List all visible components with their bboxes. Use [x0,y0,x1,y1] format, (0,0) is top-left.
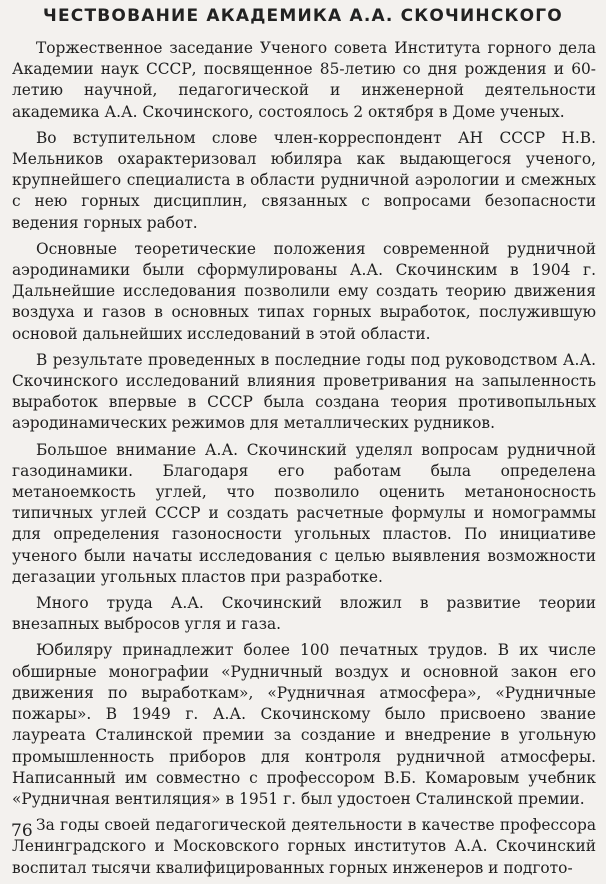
paragraph: Много труда А.А. Скочинский вложил в развитие теории внезапных выбросов угля и газа. [12,594,596,634]
article-body [12,38,596,884]
paragraph: Во вступительном слове член-корреспондент АН СССР Н.В. Мельников охарактеризовал юбиляра как выдающегося ученого, крупнейшего специалиста в области рудничной аэрологии и смежных с нею горных дисциплин, связанных с вопросами безопасности ведения горных работ. [12,128,596,232]
page-number: 76 [11,821,33,841]
paragraph: Юбиляру принадлежит более 100 печатных трудов. В их числе обширные монографии «Рудничный воздух и основной закон его движения по выработкам», «Рудничная атмосфера», «Рудничные пожары». В 1949 г. А.А. Скочинскому было присвоено звание лауреата Сталинской премии за создание и внедрение в угольную промышленность приборов для контроля рудничной атмосферы. Написанный им совместно с профессором В.Б. Комаровым учебник «Рудничная вентиляция» в 1951 г. был удостоен Сталинской премии. [12,641,596,808]
article-title: ЧЕСТВОВАНИЕ АКАДЕМИКА А.А. СКОЧИНСКОГО [43,6,563,26]
paragraph: Торжественное заседание Ученого совета Института горного дела Академии наук СССР, посвященное 85-летию со дня рождения и 60-летию научной, педагогической и инженерной деятельности академика А.А. Скочинского, состоялось 2 октября в Доме ученых. [12,39,596,121]
paragraph: Основные теоретические положения современной рудничной аэродинамики были сформулированы А.А. Скочинским в 1904 г. Дальнейшие исследования позволили ему создать теорию движения воздуха и газов в основных типах горных выработок, послужившую основой дальнейших исследований в этой области. [12,239,596,343]
paragraph: В результате проведенных в последние годы под руководством А.А. Скочинского исследований влияния проветривания на запыленность выработок впервые в СССР была создана теория противопыльных аэродинамических режимов для металлических рудников. [12,350,596,433]
paragraph: За годы своей педагогической деятельности в качестве профессора Ленинградского и Московского горных институтов А.А. Скочинский воспитал тысячи квалифицированных горных инженеров и подгото- [12,816,596,877]
paragraph: Большое внимание А.А. Скочинский уделял вопросам рудничной газодинамики. Благодаря его работам была определена метаноемкость углей, что позволило оценить метаноносность типичных углей СССР и создать расчетные формулы и номограммы для определения газоносности угольных пластов. По инициативе ученого были начаты исследования с целью выявления возможности дегазации угольных пластов при разработке. [12,440,596,586]
